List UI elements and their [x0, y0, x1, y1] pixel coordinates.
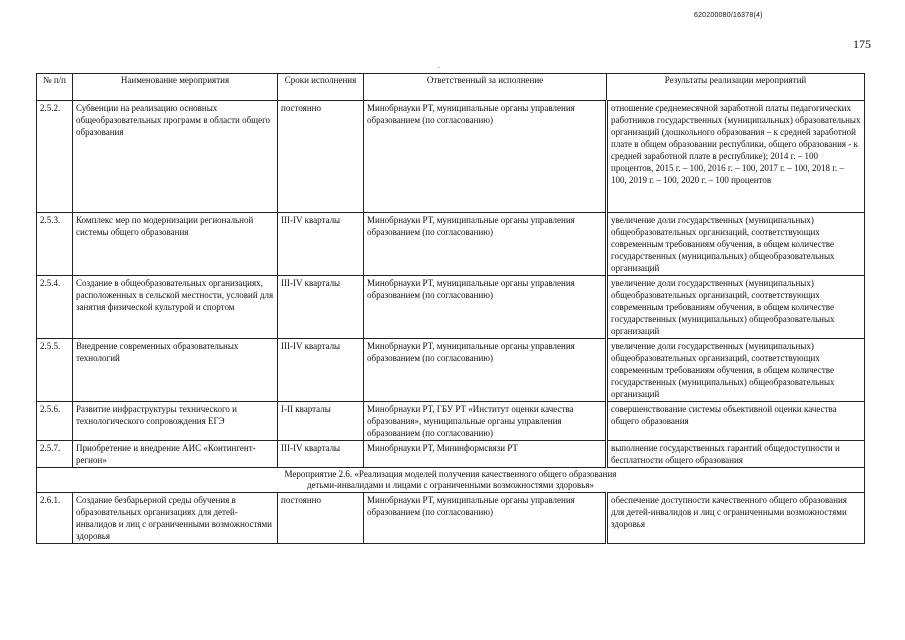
header-name: Наименование мероприятия [73, 74, 278, 101]
table-row [37, 402, 865, 441]
row-name: Комплекс мер по модернизации региональной системы общего образования [73, 213, 278, 276]
row-responsible: Минобрнауки РТ, ГБУ РТ «Институт оценки качества образования», муниципальные органы управления образованием (по согласованию) [364, 402, 607, 441]
row-result: увеличение доли государственных (муниципальных) общеобразовательных организаций, соответствующих современным требованиям обучения, в общем количестве государственных (муниципальных) общеобразовательных организаций [607, 276, 865, 339]
header-num: № п/п [37, 74, 73, 101]
table-row [37, 441, 865, 468]
section-title [37, 468, 865, 493]
row-responsible: Минобрнауки РТ, муниципальные органы управления образованием (по согласованию) [364, 101, 607, 213]
table-header-row [37, 74, 865, 101]
row-name: Развитие инфраструктуры технического и технологического сопровождения ЕГЭ [73, 402, 278, 441]
row-result: увеличение доли государственных (муниципальных) общеобразовательных организаций, соответствующих современным требованиям обучения, в общем количестве государственных (муниципальных) общеобразовательных организаций [607, 339, 865, 402]
section-title-line-1: Мероприятие 2.6. «Реализация моделей получения качественного общего образования [284, 469, 617, 479]
row-term: III-IV кварталы [278, 276, 364, 339]
row-responsible: Минобрнауки РТ, муниципальные органы управления образованием (по согласованию) [364, 213, 607, 276]
section-row [37, 468, 865, 493]
row-num: 2.5.3. [37, 213, 73, 276]
row-num: 2.5.4. [37, 276, 73, 339]
row-num: 2.5.2. [37, 101, 73, 213]
table-row [37, 101, 865, 213]
page-number: 175 [853, 37, 871, 51]
row-num: 2.5.7. [37, 441, 73, 468]
table-row [37, 276, 865, 339]
row-name: Создание безбарьерной среды обучения в образовательных организациях для детей-инвалидов и лиц с ограниченными возможностями здоровья [73, 493, 278, 544]
row-name: Приобретение и внедрение АИС «Контингент-регион» [73, 441, 278, 468]
row-term: I-II кварталы [278, 402, 364, 441]
row-result: выполнение государственных гарантий общедоступности и бесплатности общего образования [607, 441, 865, 468]
row-num: 2.6.1. [37, 493, 73, 544]
row-term: III-IV кварталы [278, 339, 364, 402]
document-code: 620200080/16378(4) [694, 12, 763, 19]
section-title-line-2: детьми-инвалидами и лицами с ограниченными возможностями здоровья» [306, 480, 595, 490]
row-term: III-IV кварталы [278, 213, 364, 276]
row-name: Субвенции на реализацию основных общеобразовательных программ в области общего образования [73, 101, 278, 213]
row-responsible: Минобрнауки РТ, муниципальные органы управления образованием (по согласованию) [364, 276, 607, 339]
row-result: отношение среднемесячной заработной платы педагогических работников государственных (муниципальных) образовательных организаций (дошкольного образования – к средней заработной плате в общем образовании республики, общего образования - к средней заработной плате в республике); 2014 г. – 100 процентов, 2015 г. – 100, 2016 г. – 100, 2017 г. – 100, 2018 г. – 100, 2019 г. – 100, 2020 г. – 100 процентов [607, 101, 865, 213]
row-term: постоянно [278, 493, 364, 544]
stray-dot: . [438, 62, 440, 70]
header-responsible: Ответственный за исполнение [364, 74, 607, 101]
row-result: совершенствование системы объективной оценки качества общего образования [607, 402, 865, 441]
row-num: 2.5.6. [37, 402, 73, 441]
row-result: обеспечение доступности качественного общего образования для детей-инвалидов и лиц с ограниченными возможностями здоровья [607, 493, 865, 544]
row-responsible: Минобрнауки РТ, муниципальные органы управления образованием (по согласованию) [364, 493, 607, 544]
row-name: Создание в общеобразовательных организациях, расположенных в сельской местности, условий для занятия физической культурой и спортом [73, 276, 278, 339]
row-term: III-IV кварталы [278, 441, 364, 468]
row-term: постоянно [278, 101, 364, 213]
table-row [37, 213, 865, 276]
table-row [37, 493, 865, 544]
header-result: Результаты реализации мероприятий [607, 74, 865, 101]
row-result: увеличение доли государственных (муниципальных) общеобразовательных организаций, соответствующих современным требованиям обучения, в общем количестве государственных (муниципальных) общеобразовательных организаций [607, 213, 865, 276]
measures-table [36, 73, 865, 544]
row-num: 2.5.5. [37, 339, 73, 402]
table-row [37, 339, 865, 402]
header-term: Сроки исполнения [278, 74, 364, 101]
row-name: Внедрение современных образовательных технологий [73, 339, 278, 402]
row-responsible: Минобрнауки РТ, муниципальные органы управления образованием (по согласованию) [364, 339, 607, 402]
row-responsible: Минобрнауки РТ, Mининформсвязи РТ [364, 441, 607, 468]
